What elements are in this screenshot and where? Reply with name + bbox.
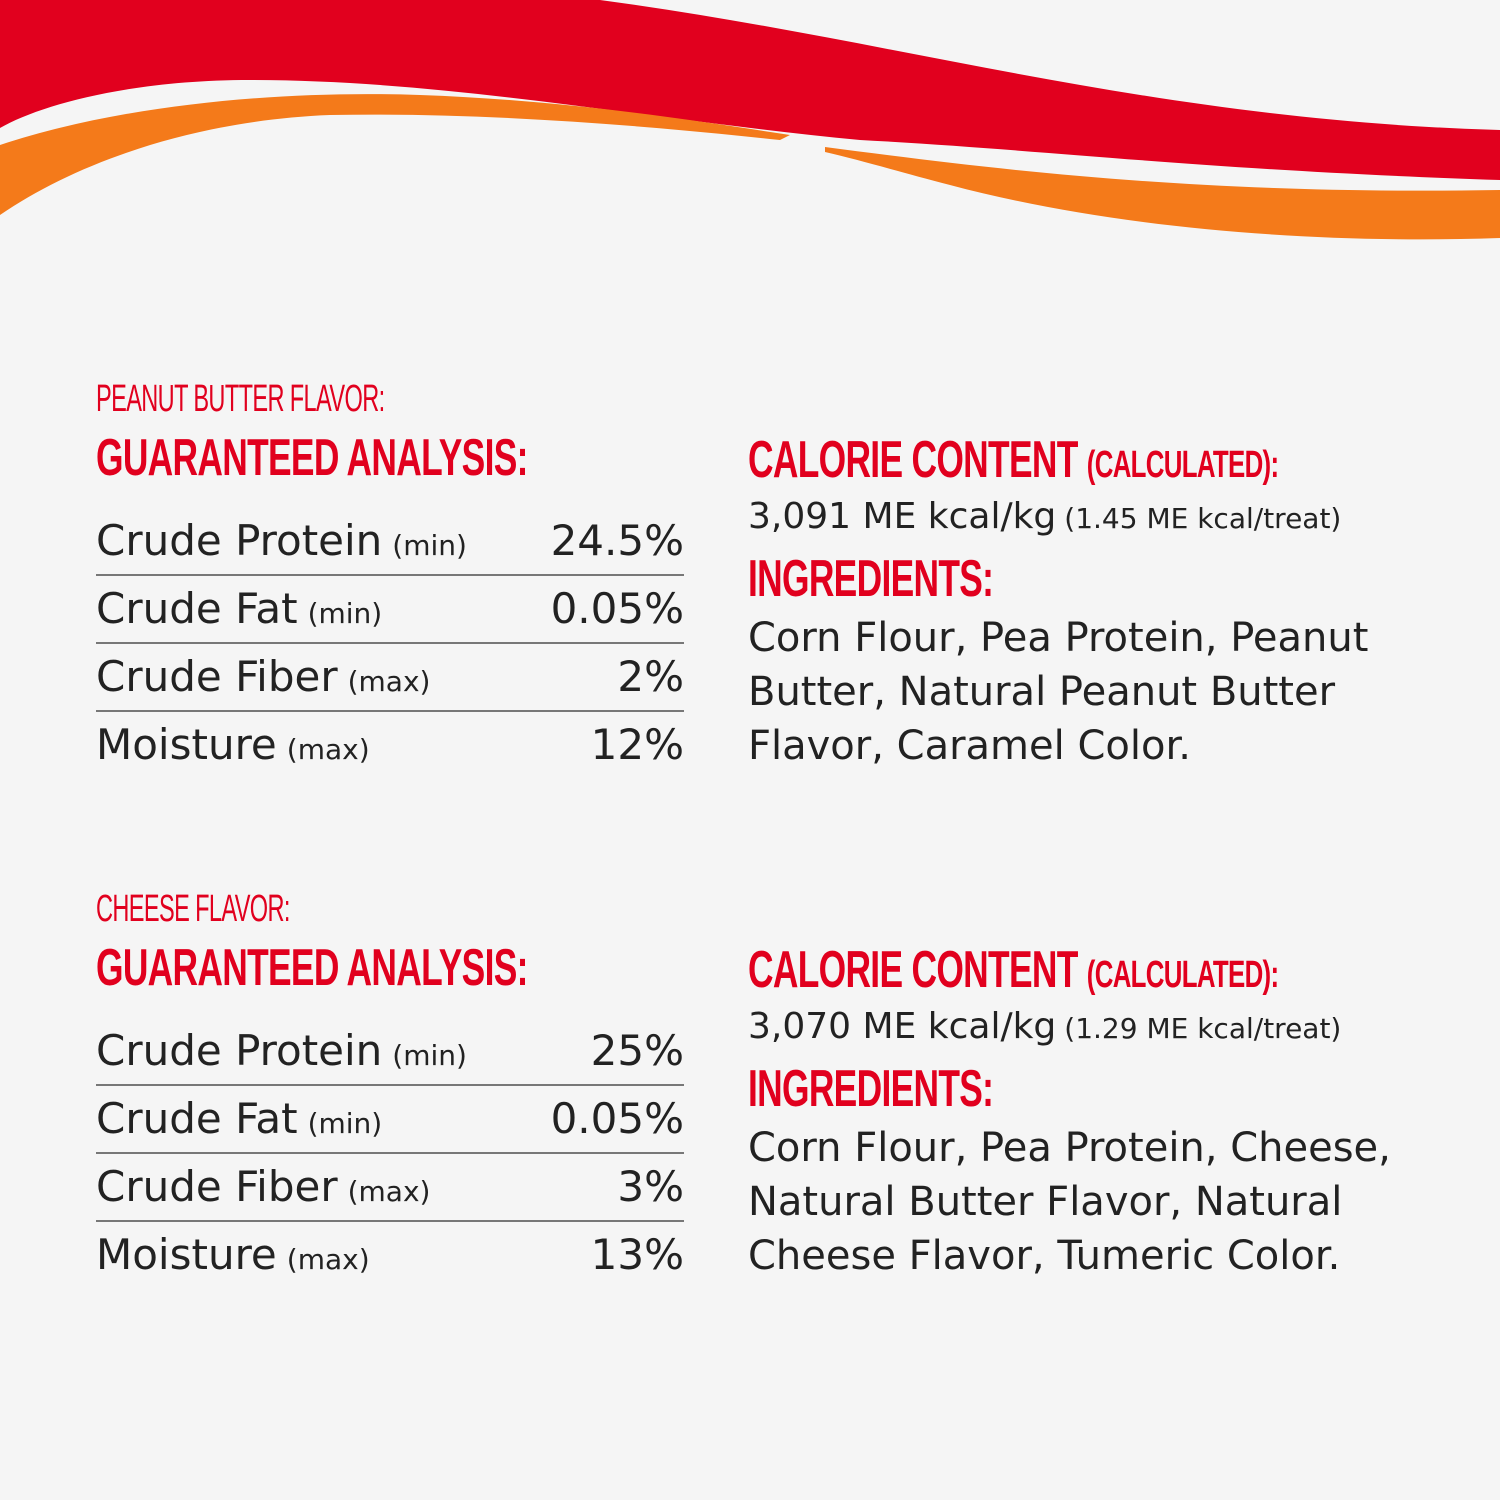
row-value: 3% (617, 1162, 684, 1211)
ingredients-list (748, 1121, 1448, 1283)
table-row (96, 508, 684, 576)
row-label: Crude Fiber (96, 1162, 338, 1211)
calorie-heading-text: CALORIE CONTENT (748, 431, 1078, 489)
row-value: 13% (590, 1230, 684, 1279)
ingredients-heading: INGREDIENTS: (748, 1060, 994, 1118)
table-row (96, 576, 684, 644)
ingredients-line: Cheese Flavor, Tumeric Color. (748, 1233, 1341, 1279)
calorie-value (748, 1006, 1448, 1047)
calorie-heading (748, 430, 1278, 490)
row-value: 25% (590, 1026, 684, 1075)
row-qualifier: (max) (347, 665, 431, 698)
row-label: Moisture (96, 1230, 277, 1279)
ingredients-heading: INGREDIENTS: (748, 550, 994, 608)
ingredients-list (748, 611, 1448, 773)
calorie-per-treat: (1.45 ME kcal/treat) (1064, 502, 1342, 535)
row-qualifier: (min) (307, 1107, 383, 1140)
ingredients-line: Flavor, Caramel Color. (748, 723, 1191, 769)
table-row (96, 1086, 684, 1154)
calorie-main: 3,070 ME kcal/kg (748, 1006, 1057, 1047)
row-qualifier: (min) (392, 1039, 467, 1072)
row-value: 2% (617, 652, 684, 701)
row-value: 24.5% (550, 516, 684, 565)
row-value: 0.05% (550, 1094, 684, 1143)
row-qualifier: (max) (347, 1175, 431, 1208)
ingredients-line: Corn Flour, Pea Protein, Cheese, (748, 1125, 1391, 1171)
analysis-heading: GUARANTEED ANALYSIS: (96, 939, 528, 997)
table-row (96, 1154, 684, 1222)
ingredients-line: Butter, Natural Peanut Butter (748, 669, 1336, 715)
calorie-value (748, 496, 1448, 537)
calorie-heading-note: (CALCULATED): (1086, 444, 1279, 486)
table-row (96, 1018, 684, 1086)
row-qualifier: (max) (286, 1243, 370, 1276)
row-qualifier: (min) (392, 529, 467, 562)
row-label: Crude Protein (96, 516, 383, 565)
decorative-swoosh-banner (0, 0, 1500, 260)
calorie-per-treat: (1.29 ME kcal/treat) (1064, 1012, 1342, 1045)
calorie-heading-note: (CALCULATED): (1086, 954, 1279, 996)
calorie-heading (748, 940, 1278, 1000)
row-value: 0.05% (550, 584, 684, 633)
row-qualifier: (min) (307, 597, 383, 630)
flavor-title: PEANUT BUTTER FLAVOR: (96, 378, 385, 420)
row-label: Crude Fat (96, 584, 298, 633)
ingredients-line: Natural Butter Flavor, Natural (748, 1179, 1343, 1225)
row-qualifier: (max) (286, 733, 370, 766)
ingredients-line: Corn Flour, Pea Protein, Peanut (748, 615, 1369, 661)
analysis-table (96, 1018, 684, 1290)
row-label: Crude Fiber (96, 652, 338, 701)
table-row (96, 644, 684, 712)
flavor-title: CHEESE FLAVOR: (96, 888, 290, 930)
red-swoosh (0, 0, 1500, 180)
row-label: Crude Protein (96, 1026, 383, 1075)
table-row (96, 1222, 684, 1290)
calorie-main: 3,091 ME kcal/kg (748, 496, 1057, 537)
calorie-heading-text: CALORIE CONTENT (748, 941, 1078, 999)
row-label: Moisture (96, 720, 277, 769)
table-row (96, 712, 684, 780)
analysis-heading: GUARANTEED ANALYSIS: (96, 429, 528, 487)
row-value: 12% (590, 720, 684, 769)
analysis-table (96, 508, 684, 780)
row-label: Crude Fat (96, 1094, 298, 1143)
